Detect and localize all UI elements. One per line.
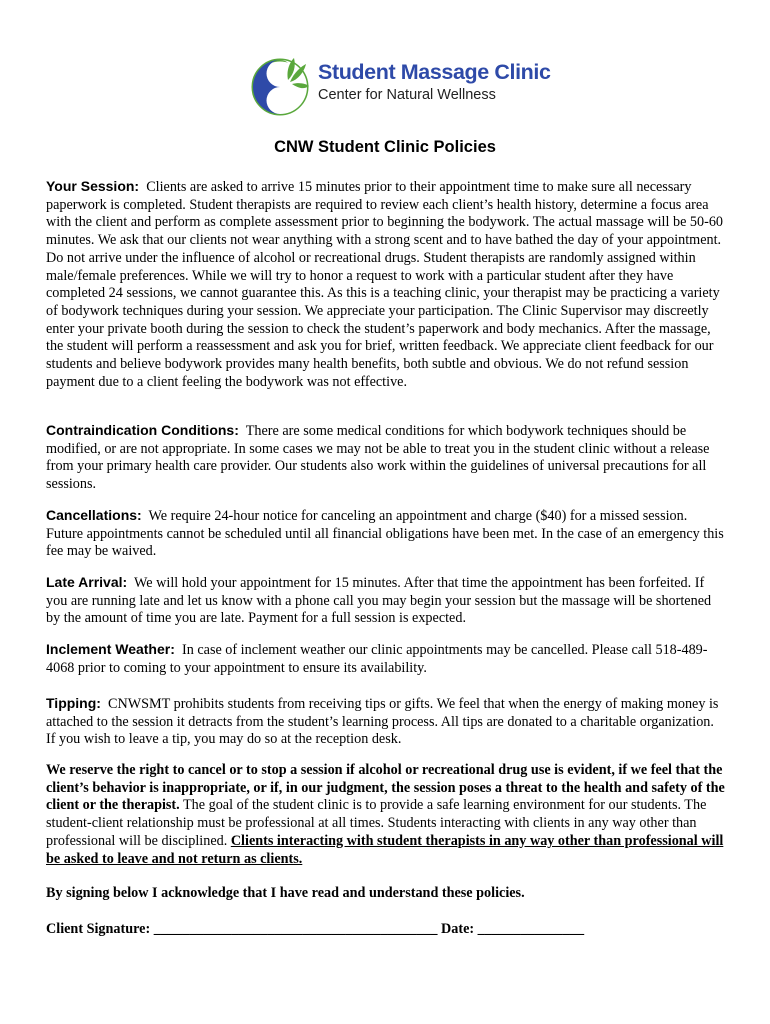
yin-yang-leaf-icon [250, 52, 310, 118]
section-heading: Tipping: [46, 695, 101, 711]
signature-line: Client Signature: ________________________________________ Date: _______________ [46, 921, 585, 937]
section-your-session [46, 178, 726, 391]
section-heading: Inclement Weather: [46, 641, 175, 657]
page-title: CNW Student Clinic Policies [274, 138, 496, 156]
section-heading: Your Session: [46, 178, 140, 194]
reserve-rights-paragraph [46, 762, 726, 868]
section-inclement-weather [46, 641, 726, 677]
logo-subtitle: Center for Natural Wellness [318, 87, 496, 103]
section-text: Clients are asked to arrive 15 minutes prior to their appointment time to make sure all necessary paperwork is completed. Student therapists are required to review each client’s health history, determine a focus area with the client and perform as complete assessment prior to beginning the bodywork. The actual massage will be 50-60 minutes. We ask that our clients not wear anything with a strong scent and to have bathed the day of your appointment. Do not arrive under the influence of alcohol or recreational drugs. Student therapists are randomly assigned within male/female preferences. While we will try to honor a request to work with a particular student after they have completed 24 sessions, we cannot guarantee this. As this is a teaching clinic, your therapist may be practicing a variety of bodywork techniques during your session. We appreciate your participation. The Clinic Supervisor may discreetly enter your private booth during the session to check the student’s paperwork and body mechanics. After the massage, the student will perform a reassessment and ask you for brief, written feedback. We appreciate client feedback for our students and believe bodywork provides many health benefits, both subtle and obvious. We do not refund session payment due to a client feeling the bodywork was not effective. [46, 179, 724, 390]
section-heading: Contraindication Conditions: [46, 422, 239, 438]
reserve-normal-text: The goal of the student clinic is to provide a safe learning environment for our students. The student-client relationship must be professional at all times. Students interacting with clients in any way other than professional will be disciplined. [46, 797, 707, 849]
section-text: CNWSMT prohibits students from receiving tips or gifts. We feel that when the energy of making money is attached to the session it detracts from the student’s learning process. All tips are donated to a charitable organization. If you wish to leave a tip, you may do so at the reception desk. [46, 696, 719, 748]
section-heading: Cancellations: [46, 507, 142, 523]
section-late-arrival [46, 574, 726, 628]
section-cancellations [46, 507, 726, 561]
acknowledgement-text: By signing below I acknowledge that I have read and understand these policies. [46, 885, 525, 901]
reserve-bold-text: We reserve the right to cancel or to stop a session if alcohol or recreational drug use is evident, if we feel that the client’s behavior is inappropriate, or if, in our judgment, the session poses a threat to the health and safety of the client or the therapist. [46, 762, 725, 814]
section-text: We require 24-hour notice for canceling an appointment and charge ($40) for a missed session. Future appointments cannot be scheduled until all financial obligations have been met. In the case of an emergency this fee may be waived. [46, 508, 724, 560]
section-text: There are some medical conditions for which bodywork techniques should be modified, or are not appropriate. In some cases we may not be able to treat you in the student clinic without a release from your primary health care provider. Our students also work within the guidelines of universal precautions for all sessions. [46, 423, 710, 493]
section-tipping [46, 695, 726, 749]
clinic-logo [250, 52, 551, 118]
section-heading: Late Arrival: [46, 574, 128, 590]
section-contraindication [46, 422, 726, 494]
logo-name: Student Massage Clinic [318, 60, 551, 84]
reserve-underlined-text: Clients interacting with student therapists in any way other than professional will be asked to leave and not return as clients. [46, 832, 724, 867]
section-text: We will hold your appointment for 15 minutes. After that time the appointment has been forfeited. If you are running late and let us know with a phone call you may begin your session but the massage will be shortened by the amount of time you are late. Payment for a full session is expected. [46, 575, 712, 627]
section-text: In case of inclement weather our clinic appointments may be cancelled. Please call 518-489-4068 prior to coming to your appointment to ensure its availability. [46, 642, 708, 676]
